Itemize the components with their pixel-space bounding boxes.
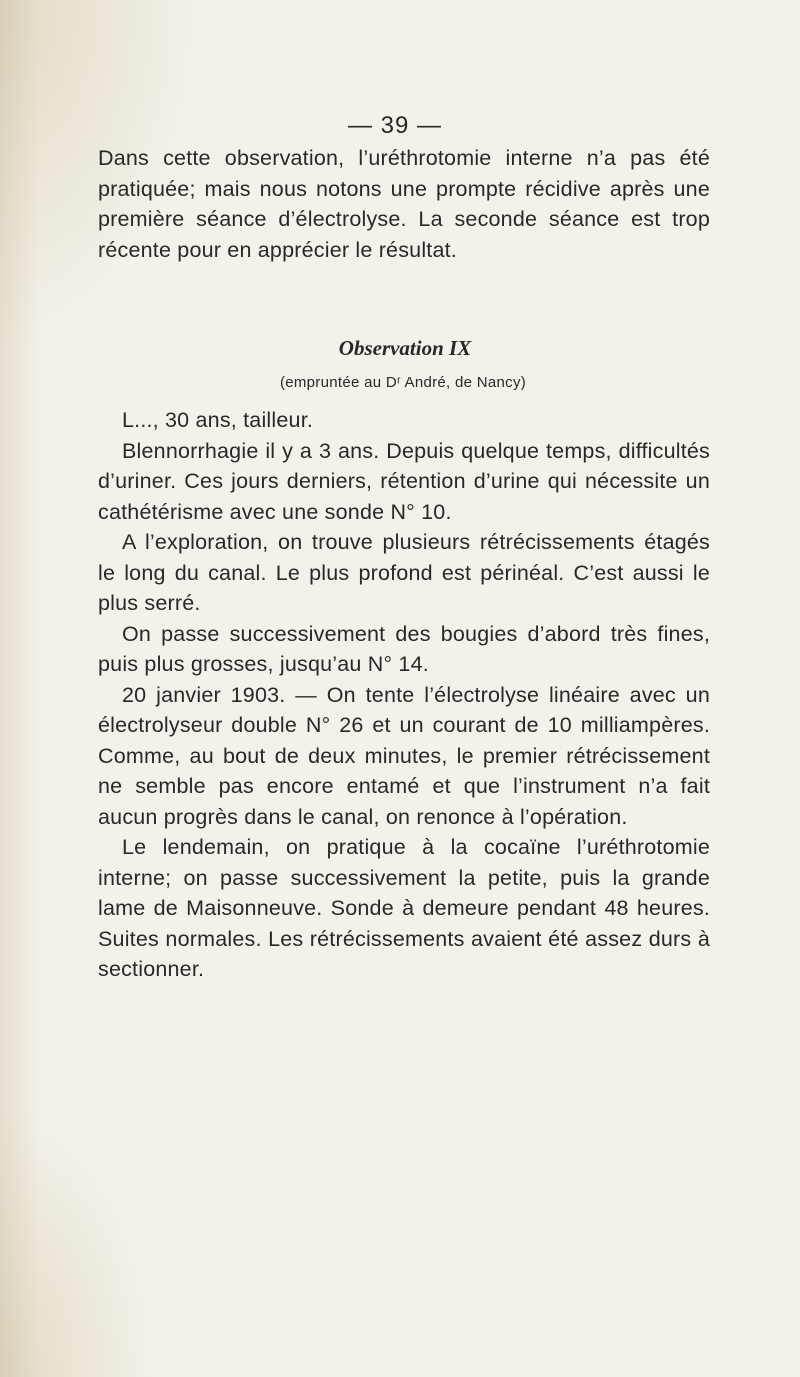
page-number: — 39 — — [347, 112, 443, 139]
observation-paragraph: A l’exploration, on trouve plusieurs rétrécissements étagés le long du canal. Le plus profond est périnéal. C’est aussi le plus serré. — [98, 530, 710, 615]
observation-paragraph: L..., 30 ans, tailleur. — [122, 408, 314, 432]
observation-body — [98, 405, 710, 985]
observation-paragraph: Blennorrhagie il y a 3 ans. Depuis quelque temps, difficultés d’uriner. Ces jours derniers, rétention d’urine qui nécessite un cathétérisme avec une sonde N° 10. — [98, 438, 710, 524]
observation-paragraph: Le lendemain, on pratique à la cocaïne l’uréthrotomie interne; on passe successivement la petite, puis la grande lame de Maisonneuve. Sonde à demeure pendant 48 heures. Suites normales. Les rétrécissements avaient été assez durs à sectionner. — [98, 835, 710, 981]
observation-source: (empruntée au Dʳ André, de Nancy) — [279, 374, 527, 391]
observation-paragraph: 20 janvier 1903. — On tente l’électrolyse linéaire avec un électrolyseur double N° 26 et un courant de 10 milliampères. Comme, au bout de deux minutes, le premier rétrécissement ne semble pas encore entamé et que l’instrument n’a fait aucun progrès dans le canal, on renonce à l’opération. — [98, 682, 710, 829]
observation-title: Observation IX — [338, 336, 472, 360]
intro-paragraph: Dans cette observation, l’uréthrotomie interne n’a pas été pratiquée; mais nous notons une prompte récidive après une première séance d’électrolyse. La seconde séance est trop récente pour en apprécier le résultat. — [98, 146, 710, 262]
observation-paragraph: On passe successivement des bougies d’abord très fines, puis plus grosses, jusqu’au N° 14. — [98, 621, 710, 676]
